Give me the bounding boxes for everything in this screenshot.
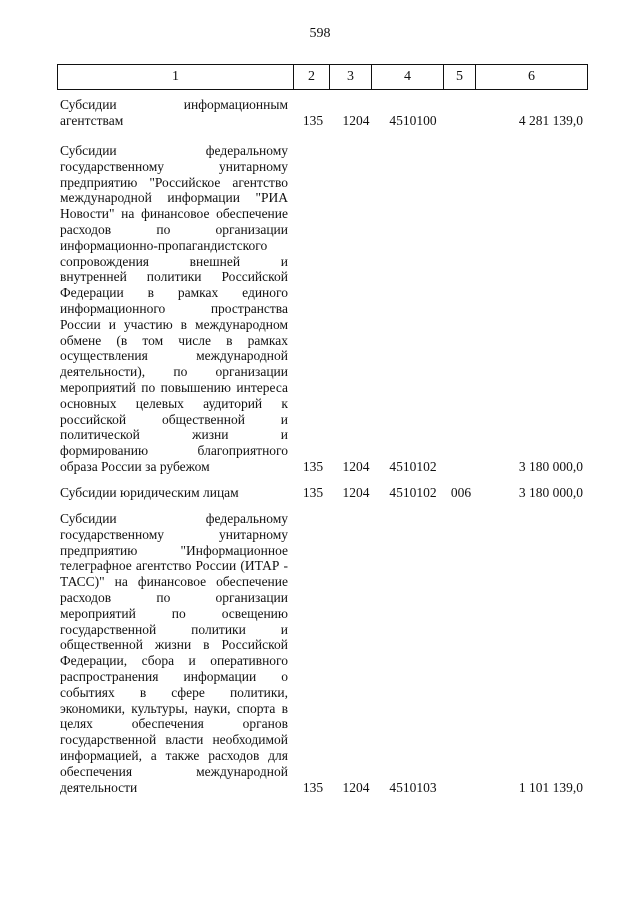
description-line: Субсидии юридическим лицам — [60, 485, 239, 500]
description-line: Федерации, сбора и оперативного — [60, 653, 288, 669]
cell-expense-type: 006 — [450, 485, 472, 500]
description-line: политической жизни и — [60, 427, 288, 443]
description-line: российской общественной и — [60, 411, 288, 427]
description-line: Новости" на финансовое обеспечение — [60, 206, 288, 222]
cell-section: 135 — [302, 485, 324, 500]
column-header-table — [57, 64, 588, 90]
description-line: международной информации "РИА — [60, 190, 288, 206]
description-line: России и участию в международном — [60, 316, 288, 332]
description-line: деятельности), по организации — [60, 364, 288, 380]
description-line: основных целевых аудиторий к — [60, 395, 288, 411]
cell-subsection: 1204 — [342, 485, 370, 500]
description-line: Субсидии федеральному — [60, 143, 288, 158]
column-header-1: 1 — [58, 65, 294, 90]
description-line: информацией, а также расходов для — [60, 747, 288, 763]
row-description — [60, 97, 288, 129]
description-line: информационного пространства — [60, 300, 288, 316]
cell-amount: 4 281 139,0 — [518, 112, 583, 128]
page-number: 598 — [309, 26, 331, 41]
cell-amount: 1 101 139,0 — [518, 780, 583, 795]
description-line: Субсидии информационным — [60, 97, 288, 112]
description-line: государственной власти необходимой — [60, 732, 288, 748]
description-line: событиях в сфере политики, — [60, 684, 288, 700]
description-line: сопровождения внешней и — [60, 253, 288, 269]
description-line: телеграфное агентство России (ИТАР - — [60, 558, 288, 574]
description-line: государственному унитарному — [60, 526, 288, 542]
description-line: обмене (в том числе в рамках — [60, 332, 288, 348]
description-line: формированию благоприятного — [60, 443, 288, 459]
description-line: целях обеспечения органов — [60, 716, 288, 732]
description-line: распространения информации о — [60, 668, 288, 684]
row-description — [60, 511, 288, 795]
column-header-6: 6 — [476, 65, 588, 90]
description-line: деятельности — [60, 779, 138, 795]
column-header-row — [58, 65, 588, 90]
column-header-2: 2 — [294, 65, 330, 90]
cell-target-item: 4510102 — [389, 485, 437, 500]
description-line: внутренней политики Российской — [60, 269, 288, 285]
description-line: Федерации в рамках единого — [60, 285, 288, 301]
cell-subsection: 1204 — [342, 112, 370, 128]
cell-section: 135 — [302, 459, 324, 474]
cell-amount: 3 180 000,0 — [518, 485, 583, 500]
cell-target-item: 4510100 — [389, 112, 437, 128]
description-line: расходов по организации — [60, 221, 288, 237]
cell-section: 135 — [302, 112, 324, 128]
column-header-5: 5 — [444, 65, 476, 90]
description-line: обеспечения международной — [60, 763, 288, 779]
description-line: экономики, культуры, науки, спорта в — [60, 700, 288, 716]
row-description — [60, 143, 288, 475]
description-line: мероприятий по повышению интереса — [60, 379, 288, 395]
description-line: государственной политики и — [60, 621, 288, 637]
description-line: государственному унитарному — [60, 158, 288, 174]
description-line: предприятию "Информационное — [60, 542, 288, 558]
description-line: информационно-пропагандистского — [60, 237, 268, 253]
column-header-3: 3 — [330, 65, 372, 90]
cell-target-item: 4510103 — [389, 780, 437, 795]
description-line: расходов по организации — [60, 589, 288, 605]
cell-subsection: 1204 — [342, 780, 370, 795]
description-line: ТАСС)" на финансовое обеспечение — [60, 574, 288, 590]
cell-section: 135 — [302, 780, 324, 795]
description-line: общественной жизни в Российской — [60, 637, 288, 653]
description-line: мероприятий по освещению — [60, 605, 288, 621]
description-line: осуществления международной — [60, 348, 288, 364]
column-header-4: 4 — [372, 65, 444, 90]
description-line: предприятию "Российское агентство — [60, 174, 288, 190]
description-line: агентствам — [60, 112, 124, 128]
cell-amount: 3 180 000,0 — [518, 459, 583, 474]
description-line: Субсидии федеральному — [60, 511, 288, 526]
cell-target-item: 4510102 — [389, 459, 437, 474]
row-description — [60, 485, 288, 501]
description-line: образа России за рубежом — [60, 458, 210, 474]
cell-subsection: 1204 — [342, 459, 370, 474]
